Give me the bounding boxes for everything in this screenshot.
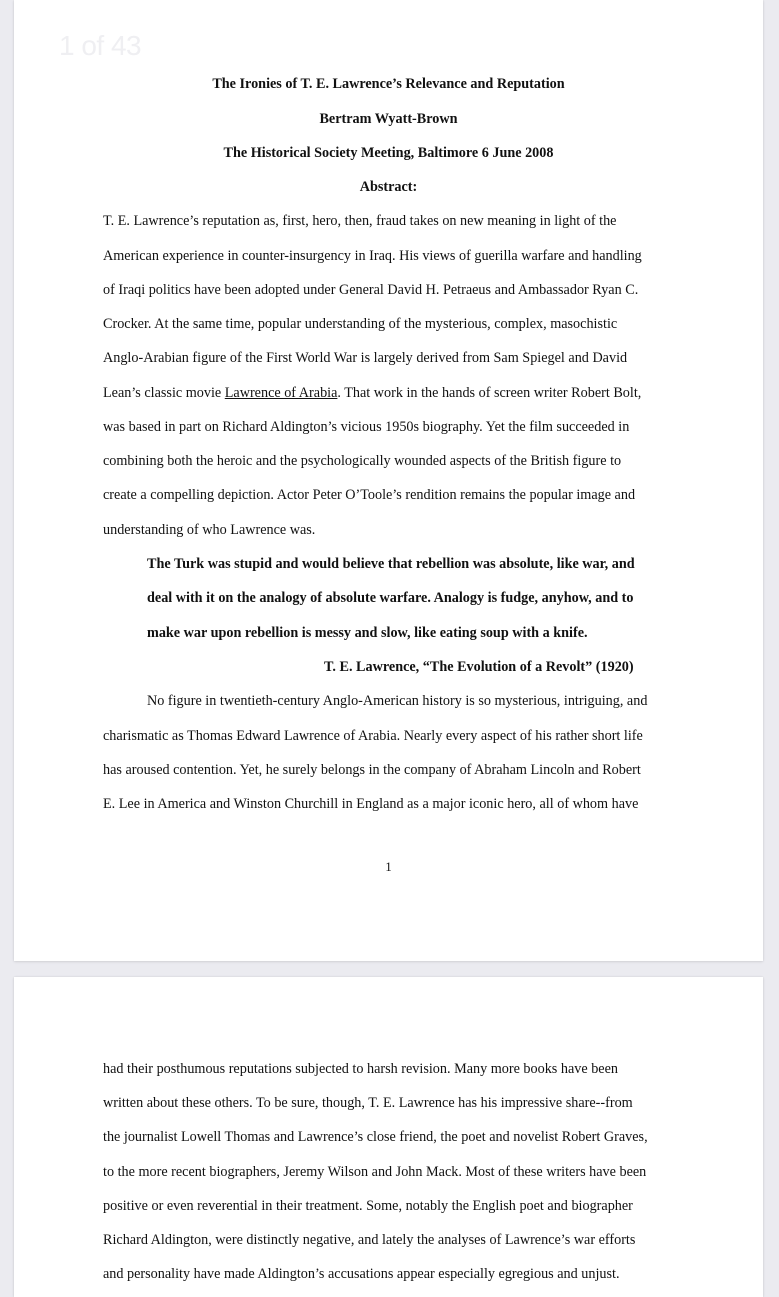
body-line: Richard Aldington, were distinctly negative, and lately the analyses of Lawrence’s war efforts [103,1232,636,1248]
venue-line: The Historical Society Meeting, Baltimore 6 June 2008 [223,145,554,161]
document-title: The Ironies of T. E. Lawrence’s Relevance and Reputation [212,76,565,92]
body-line: charismatic as Thomas Edward Lawrence of Arabia. Nearly every aspect of his rather short life [103,728,643,744]
body-line: had their posthumous reputations subjected to harsh revision. Many more books have been [103,1061,618,1077]
body-line: positive or even reverential in their treatment. Some, notably the English poet and biographer [103,1198,633,1214]
document-page-2[interactable] [14,977,763,1297]
body-line: written about these others. To be sure, though, T. E. Lawrence has his impressive share--from [103,1095,633,1111]
body-line: the journalist Lowell Thomas and Lawrence’s close friend, the poet and novelist Robert Graves, [103,1129,648,1145]
quote-attribution: T. E. Lawrence, “The Evolution of a Revolt” (1920) [324,659,634,675]
abstract-line: of Iraqi politics have been adopted under General David H. Petraeus and Ambassador Ryan C. [103,282,639,298]
abstract-line: create a compelling depiction. Actor Peter O’Toole’s rendition remains the popular image and [103,487,636,503]
abstract-line: was based in part on Richard Aldington’s vicious 1950s biography. Yet the film succeeded in [103,419,630,435]
abstract-line: T. E. Lawrence’s reputation as, first, hero, then, fraud takes on new meaning in light of the [103,213,617,229]
document-page-1[interactable] [14,0,763,961]
film-title: Lawrence of Arabia [224,385,338,401]
abstract-text: . That work in the hands of screen writer Robert Bolt, [337,385,642,401]
abstract-line: American experience in counter-insurgency in Iraq. His views of guerilla warfare and handling [103,248,642,264]
body-line: has aroused contention. Yet, he surely belongs in the company of Abraham Lincoln and Robert [103,762,641,778]
author-name: Bertram Wyatt-Brown [319,111,458,127]
quote-line: deal with it on the analogy of absolute warfare. Analogy is fudge, anyhow, and to [147,590,634,606]
abstract-line: understanding of who Lawrence was. [103,522,316,538]
abstract-line: Crocker. At the same time, popular understanding of the mysterious, complex, masochistic [103,316,618,332]
abstract-line [103,384,641,402]
body-line: E. Lee in America and Winston Churchill in England as a major iconic hero, all of whom have [103,796,639,812]
page-indicator: 1 of 43 [59,30,142,61]
abstract-text: Lean’s classic movie [103,385,225,401]
body-line: and personality have made Aldington’s accusations appear especially egregious and unjust. [103,1266,620,1282]
abstract-line: combining both the heroic and the psychologically wounded aspects of the British figure to [103,453,622,469]
body-line: to the more recent biographers, Jeremy Wilson and John Mack. Most of these writers have been [103,1164,647,1180]
quote-line: The Turk was stupid and would believe that rebellion was absolute, like war, and [147,556,635,572]
page-number: 1 [385,859,392,874]
quote-line: make war upon rebellion is messy and slow, like eating soup with a knife. [147,625,588,641]
abstract-line: Anglo-Arabian figure of the First World War is largely derived from Sam Spiegel and David [103,350,628,366]
body-line: No figure in twentieth-century Anglo-American history is so mysterious, intriguing, and [147,693,648,709]
abstract-heading: Abstract: [359,179,418,195]
